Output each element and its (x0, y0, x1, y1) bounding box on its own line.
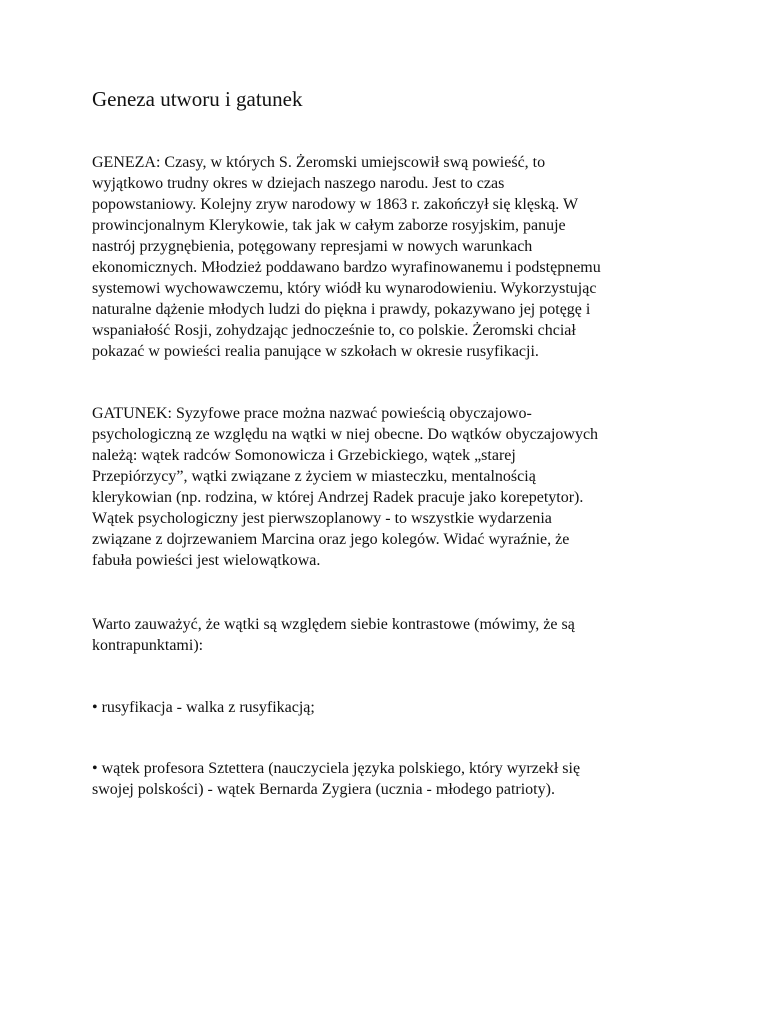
paragraph-geneza (92, 152, 692, 362)
text-line: GENEZA: Czasy, w których S. Żeromski umiejscowił swą powieść, to (92, 154, 546, 171)
text-line: psychologiczną ze względu na wątki w niej obecne. Do wątków obyczajowych (92, 426, 599, 443)
text-line: pokazać w powieści realia panujące w szkołach w okresie rusyfikacji. (92, 343, 539, 360)
bullet-item-rusyfikacja (92, 697, 692, 718)
text-line: systemowi wychowawczemu, który wiódł ku wynarodowieniu. Wykorzystując (92, 280, 597, 297)
text-line: ekonomicznych. Młodzież poddawano bardzo wyrafinowanemu i podstępnemu (92, 259, 601, 276)
text-line: fabuła powieści jest wielowątkowa. (92, 552, 321, 569)
text-line: Wątek psychologiczny jest pierwszoplanowy - to wszystkie wydarzenia (92, 510, 552, 527)
text-line: związane z dojrzewaniem Marcina oraz jego kolegów. Widać wyraźnie, że (92, 531, 570, 548)
text-line: wspaniałość Rosji, zohydzając jednocześnie to, co polskie. Żeromski chciał (92, 322, 576, 339)
text-line: naturalne dążenie młodych ludzi do piękna i prawdy, pokazywano jej potęgę i (92, 301, 591, 318)
text-line: należą: wątek radców Somonowicza i Grzebickiego, wątek „starej (92, 447, 516, 464)
text-line: Warto zauważyć, że wątki są względem siebie kontrastowe (mówimy, że są (92, 616, 575, 633)
text-line: nastrój przygnębienia, potęgowany represjami w nowych warunkach (92, 238, 533, 255)
text-line: wyjątkowo trudny okres w dziejach naszego narodu. Jest to czas (92, 175, 505, 192)
paragraph-gatunek (92, 403, 692, 571)
text-line: popowstaniowy. Kolejny zryw narodowy w 1863 r. zakończył się klęską. W (92, 196, 579, 213)
text-line: klerykowian (np. rodzina, w której Andrzej Radek pracuje jako korepetytor). (92, 489, 584, 506)
text-line: Przepiórzycy”, wątki związane z życiem w miasteczku, mentalnością (92, 468, 536, 485)
text-line: • rusyfikacja - walka z rusyfikacją; (92, 699, 315, 716)
text-line: GATUNEK: Syzyfowe prace można nazwać powieścią obyczajowo- (92, 405, 532, 422)
paragraph-warto (92, 614, 692, 656)
document-title: Geneza utworu i gatunek (92, 87, 303, 111)
bullet-item-sztetter (92, 758, 692, 800)
text-line: swojej polskości) - wątek Bernarda Zygiera (ucznia - młodego patrioty). (92, 781, 555, 798)
text-line: • wątek profesora Sztettera (nauczyciela języka polskiego, który wyrzekł się (92, 760, 581, 777)
text-line: prowincjonalnym Klerykowie, tak jak w całym zaborze rosyjskim, panuje (92, 217, 566, 234)
text-line: kontrapunktami): (92, 637, 204, 654)
